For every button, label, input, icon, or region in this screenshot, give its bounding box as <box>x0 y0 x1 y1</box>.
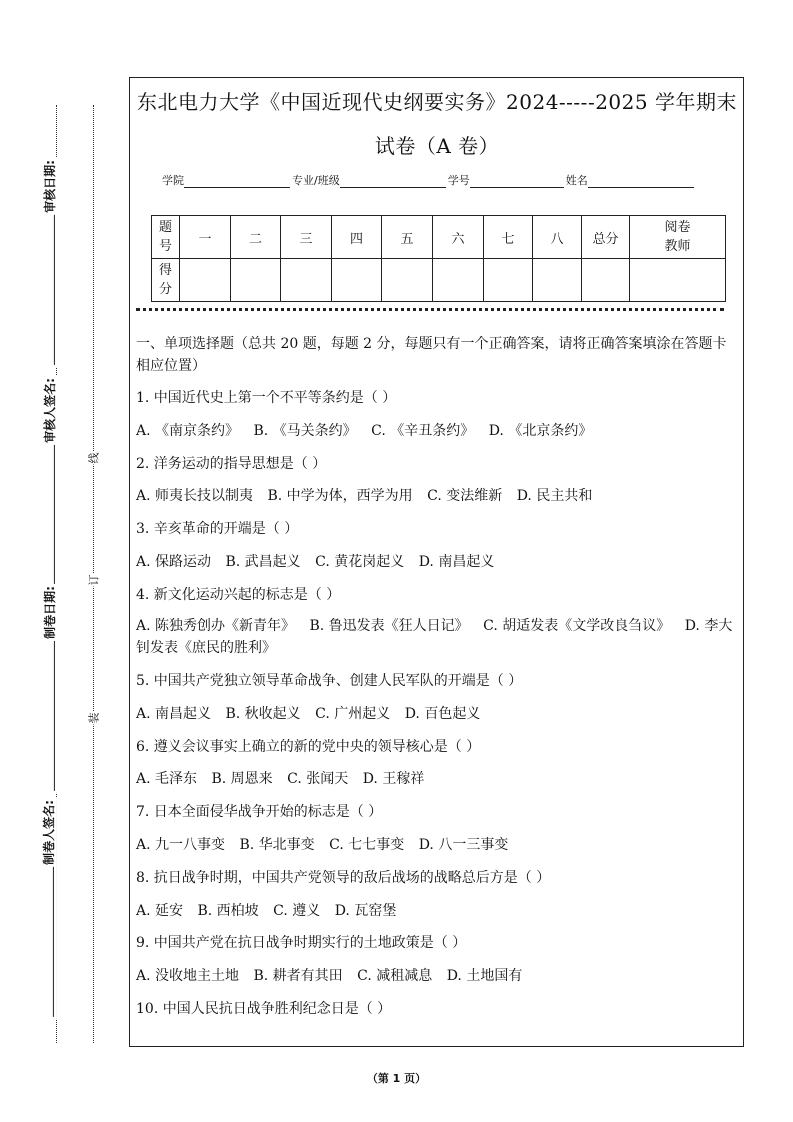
college-label: 学院 <box>162 174 184 187</box>
q8-option-b[interactable]: B. 西柏坡 <box>197 903 259 919</box>
q5-option-a[interactable]: A. 南昌起义 <box>136 706 212 722</box>
q1-option-d[interactable]: D. 《北京条约》 <box>488 423 593 439</box>
q6-option-c[interactable]: C. 张闻天 <box>287 771 349 787</box>
q7-option-c[interactable]: C. 七七事变 <box>329 837 405 853</box>
student-id-field[interactable] <box>470 174 564 188</box>
question-4-options <box>136 615 742 659</box>
q2-option-b[interactable]: B. 中学为体，西学为用 <box>267 488 413 504</box>
q3-option-c[interactable]: C. 黄花岗起义 <box>315 554 405 570</box>
question-5-options <box>136 703 742 725</box>
score-cell-6[interactable] <box>433 259 484 302</box>
q8-option-a[interactable]: A. 延安 <box>136 903 184 919</box>
reviewer-sign-field[interactable] <box>41 376 58 597</box>
margin-zhuang-char: 装 <box>87 712 101 724</box>
q2-option-c[interactable]: C. 变法维新 <box>427 488 503 504</box>
question-1-options <box>136 420 742 442</box>
question-5: 5. 中国共产党独立领导革命战争、创建人民军队的开端是（ ） <box>136 673 523 689</box>
maker-date-underline <box>44 641 55 791</box>
q4-option-b[interactable]: B. 鲁迅发表《狂人日记》 <box>309 618 469 634</box>
score-col-total: 总分 <box>582 216 630 259</box>
maker-sign-underline <box>43 867 54 1017</box>
q9-option-b[interactable]: B. 耕者有其田 <box>253 968 343 984</box>
score-col-6: 六 <box>433 216 484 259</box>
question-6-options <box>136 768 742 790</box>
score-cell-5[interactable] <box>382 259 433 302</box>
section1-heading: 一、单项选择题（总共 20 题，每题 2 分，每题只有一个正确答案，请将正确答案填涂在答题卡相应位置） <box>136 336 727 374</box>
q5-option-d[interactable]: D. 百色起义 <box>404 706 481 722</box>
q5-option-b[interactable]: B. 秋收起义 <box>225 706 301 722</box>
q3-option-d[interactable]: D. 南昌起义 <box>418 554 495 570</box>
score-row-header <box>152 259 180 302</box>
score-row-header-a: 得 <box>158 263 172 278</box>
q2-option-a[interactable]: A. 师夷长技以制夷 <box>136 488 254 504</box>
question-1: 1. 中国近代史上第一个不平等条约是（ ） <box>136 390 397 406</box>
q3-option-b[interactable]: B. 武昌起义 <box>225 554 301 570</box>
score-col-7: 七 <box>484 216 533 259</box>
question-8-options <box>136 900 742 922</box>
question-number-header-b: 号 <box>158 239 172 254</box>
score-table-score-row <box>152 259 726 302</box>
score-cell-8[interactable] <box>533 259 582 302</box>
score-cell-3[interactable] <box>281 259 332 302</box>
question-10: 10. 中国人民抗日战争胜利纪念日是（ ） <box>136 1001 392 1017</box>
reviewer-sign-label: 审核人签名: <box>42 378 57 443</box>
q9-option-c[interactable]: C. 减租减息 <box>357 968 433 984</box>
question-3-options <box>136 551 742 573</box>
question-6: 6. 遵义会议事实上确立的新的党中央的领导核心是（ ） <box>136 739 481 755</box>
question-9-options <box>136 965 742 987</box>
question-4: 4. 新文化运动兴起的标志是（ ） <box>136 587 341 603</box>
major-label: 专业/班级 <box>292 174 340 187</box>
maker-date-label: 制卷日期: <box>42 586 57 639</box>
q8-option-d[interactable]: D. 瓦窑堡 <box>334 903 397 919</box>
question-2: 2. 洋务运动的指导思想是（ ） <box>136 456 327 472</box>
score-cell-7[interactable] <box>484 259 533 302</box>
page-number: （第 1 页） <box>366 1072 427 1085</box>
maker-date-field[interactable] <box>41 584 58 793</box>
q7-option-b[interactable]: B. 华北事变 <box>239 837 315 853</box>
q1-option-b[interactable]: B. 《马关条约》 <box>253 423 357 439</box>
score-col-1: 一 <box>180 216 231 259</box>
name-field[interactable] <box>588 174 694 188</box>
major-field[interactable] <box>340 174 446 188</box>
reviewer-header-a: 阅卷 <box>664 220 691 235</box>
reviewer-date-underline <box>44 215 55 365</box>
maker-sign-field[interactable] <box>40 798 57 1019</box>
question-7: 7. 日本全面侵华战争开始的标志是（ ） <box>136 804 383 820</box>
question-3: 3. 辛亥革命的开端是（ ） <box>136 521 299 537</box>
exam-title-line1: 东北电力大学《中国近现代史纲要实务》2024-----2025 学年期末 <box>137 90 737 114</box>
margin-line-char: 线 <box>87 452 101 464</box>
q7-option-a[interactable]: A. 九一八事变 <box>136 837 226 853</box>
student-info-line <box>162 172 696 188</box>
question-number-header-a: 题 <box>158 220 172 235</box>
q9-option-a[interactable]: A. 没收地主土地 <box>136 968 240 984</box>
q3-option-a[interactable]: A. 保路运动 <box>136 554 212 570</box>
question-8: 8. 抗日战争时期，中国共产党领导的敌后战场的战略总后方是（ ） <box>136 870 551 886</box>
question-7-options <box>136 834 742 856</box>
q5-option-c[interactable]: C. 广州起义 <box>315 706 391 722</box>
q6-option-a[interactable]: A. 毛泽东 <box>136 771 198 787</box>
q7-option-d[interactable]: D. 八一三事变 <box>418 837 509 853</box>
student-id-label: 学号 <box>447 174 470 187</box>
maker-sign-label: 制卷人签名: <box>41 800 56 865</box>
score-table <box>151 215 726 302</box>
q1-option-a[interactable]: A. 《南京条约》 <box>136 423 240 439</box>
score-col-2: 二 <box>231 216 281 259</box>
q9-option-d[interactable]: D. 土地国有 <box>446 968 523 984</box>
q2-option-d[interactable]: D. 民主共和 <box>516 488 593 504</box>
header-separator <box>136 308 724 311</box>
college-field[interactable] <box>184 174 290 188</box>
score-col-4: 四 <box>332 216 382 259</box>
score-cell-1[interactable] <box>180 259 231 302</box>
score-cell-2[interactable] <box>231 259 281 302</box>
reviewer-sign-underline <box>44 445 55 595</box>
score-row-header-b: 分 <box>158 282 172 297</box>
name-label: 姓名 <box>565 174 588 187</box>
score-cell-reviewer[interactable] <box>630 259 726 302</box>
reviewer-date-field[interactable] <box>41 158 58 367</box>
q1-option-c[interactable]: C. 《辛丑条约》 <box>371 423 475 439</box>
score-col-8: 八 <box>533 216 582 259</box>
score-cell-total[interactable] <box>582 259 630 302</box>
question-number-header <box>152 216 180 259</box>
reviewer-teacher-header <box>630 216 726 259</box>
question-9: 9. 中国共产党在抗日战争时期实行的土地政策是（ ） <box>136 935 467 951</box>
score-cell-4[interactable] <box>332 259 382 302</box>
exam-title-line2: 试卷（A 卷） <box>374 134 500 158</box>
q6-option-b[interactable]: B. 周恩来 <box>211 771 273 787</box>
score-col-5: 五 <box>382 216 433 259</box>
question-2-options <box>136 485 742 507</box>
q4-option-c[interactable]: C. 胡适发表《文学改良刍议》 <box>483 618 671 634</box>
q4-option-d[interactable]: D. 李大钊发表《庶民的胜利》 <box>136 618 733 656</box>
score-col-3: 三 <box>281 216 332 259</box>
q4-option-a[interactable]: A. 陈独秀创办《新青年》 <box>136 618 296 634</box>
q6-option-d[interactable]: D. 王稼祥 <box>362 771 425 787</box>
reviewer-date-label: 审核日期: <box>42 160 57 213</box>
reviewer-header-b: 教师 <box>664 239 691 254</box>
score-table-header-row <box>152 216 726 259</box>
q8-option-c[interactable]: C. 遵义 <box>273 903 321 919</box>
margin-ding-char: 订 <box>87 574 101 586</box>
